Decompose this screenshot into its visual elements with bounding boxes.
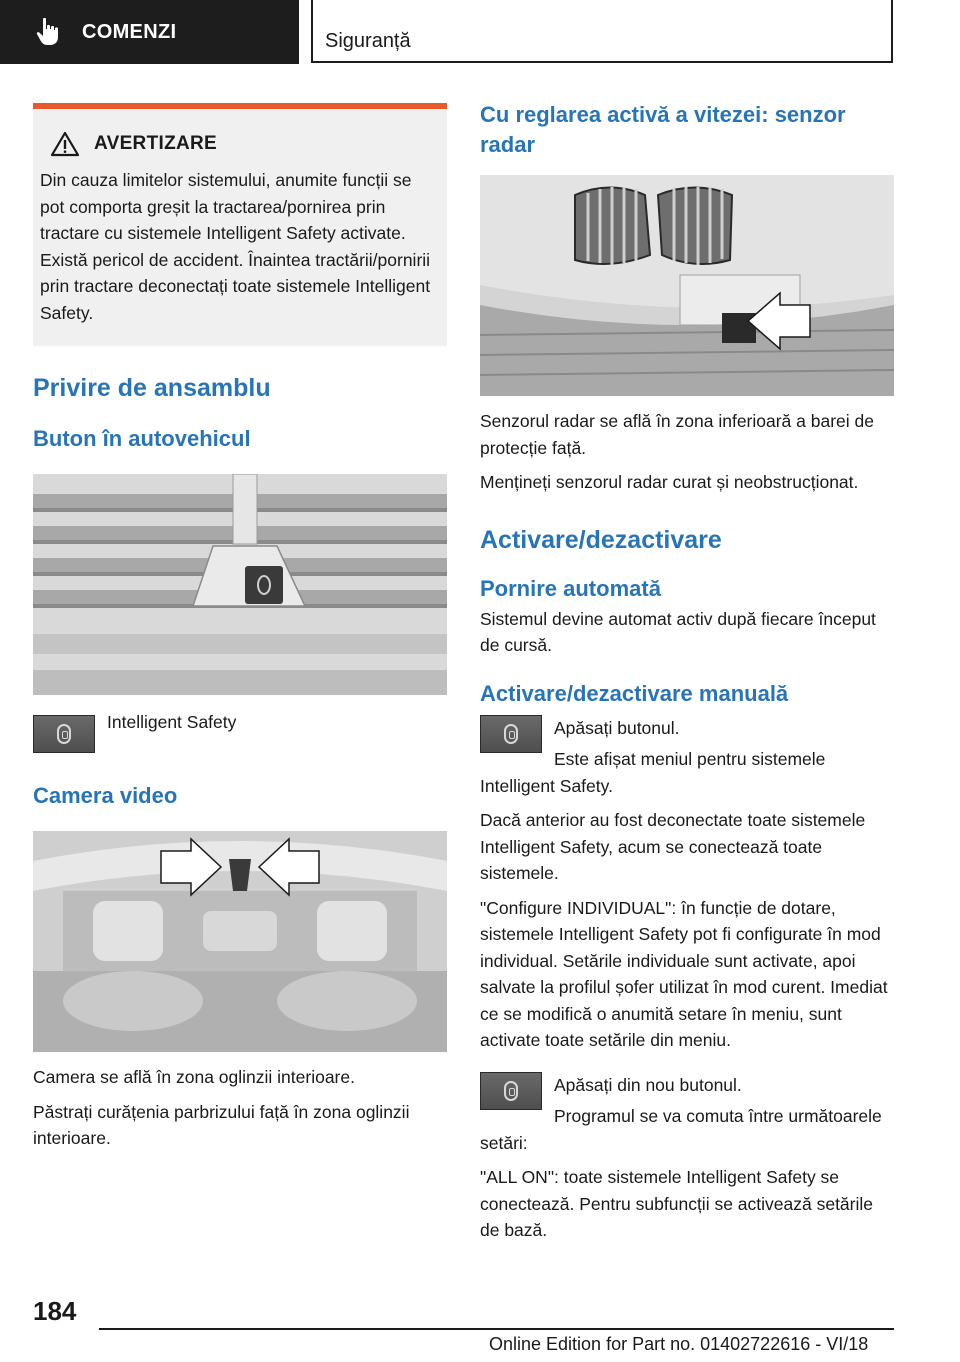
intelligent-safety-button-icon-3[interactable] — [480, 1072, 542, 1110]
manual-step-1 — [480, 715, 894, 800]
edition-footer: Online Edition for Part no. 01402722616 - VI/18 — [489, 1334, 869, 1354]
chapter-tab[interactable] — [0, 0, 299, 64]
footer-divider — [99, 1328, 894, 1330]
camera-heading: Camera video — [33, 783, 178, 808]
hand-pointer-icon — [36, 16, 62, 48]
radar-heading: Cu reglarea activă a vitezei: senzor radar — [480, 102, 846, 157]
prior-disconnect-text: Dacă anterior au fost deconectate toate sistemele Intelligent Safety, acum se conectează toate sistemele. — [480, 810, 866, 883]
configure-individual-text: "Configure INDIVIDUAL": în funcție de dotare, sistemele Intelligent Safety pot fi configurate în mod individual. Setările individuale sunt activate, apoi salvate la profilul șofer utilizat în mod curent. Imediat ce se modifică o anumită setare în meniu, sunt activate toate setările din meniu. — [480, 897, 888, 1050]
all-on-text: "ALL ON": toate sistemele Intelligent Safety se conectează. Pentru subfuncții se activează setările de bază. — [480, 1167, 873, 1240]
section-header — [311, 0, 893, 63]
manual-heading: Activare/dezactivare manuală — [480, 680, 789, 706]
camera-clean-text: Păstrați curățenia parbrizului față în zona oglinzii interioare. — [33, 1101, 410, 1148]
warning-triangle-icon — [50, 131, 80, 157]
camera-figure — [33, 831, 447, 1052]
intelligent-safety-button-icon[interactable] — [33, 715, 95, 753]
activation-heading: Activare/dezactivare — [480, 525, 722, 554]
press-again-text: Apăsați din nou butonul. — [554, 1074, 742, 1095]
warning-box — [33, 103, 447, 346]
radar-clean-text: Mențineți senzorul radar curat și neobstrucționat. — [480, 472, 859, 492]
program-toggle-text: Programul se va comuta între următoarele setări: — [480, 1106, 882, 1153]
right-column — [480, 100, 894, 1244]
section-title: Siguranță — [325, 30, 411, 52]
camera-location-text: Camera se află în zona oglinzii interioare. — [33, 1067, 355, 1087]
overview-heading: Privire de ansamblu — [33, 374, 271, 402]
button-label: Intelligent Safety — [107, 712, 237, 732]
radar-location-text: Senzorul radar se află în zona inferioară a barei de protecție față. — [480, 411, 874, 458]
intelligent-safety-button-icon-2[interactable] — [480, 715, 542, 753]
warning-title: AVERTIZARE — [94, 133, 217, 154]
auto-start-text: Sistemul devine automat activ după fiecare început de cursă. — [480, 608, 876, 655]
warning-text: Din cauza limitelor sistemului, anumite funcții se pot comporta greșit la tractarea/pornirea prin tractare cu sistemele Intelligent Safety activate. Există pericol de accident. Înaintea tractării/pornirii prin tractare deconectați toate sistemele Intelligent Safety. — [40, 170, 431, 323]
auto-start-heading: Pornire automată — [480, 575, 661, 601]
grille-button-figure — [33, 474, 447, 695]
left-column — [33, 103, 447, 1152]
button-heading: Buton în autovehicul — [33, 426, 251, 451]
manual-step-2 — [480, 1072, 894, 1157]
chapter-label: COMENZI — [82, 20, 177, 43]
menu-shown-text: Este afișat meniul pentru sistemele Intelligent Safety. — [480, 749, 826, 796]
intelligent-safety-button-row — [33, 712, 447, 753]
press-button-text: Apăsați butonul. — [554, 717, 680, 738]
page-number: 184 — [33, 1296, 77, 1326]
radar-figure — [480, 175, 894, 396]
